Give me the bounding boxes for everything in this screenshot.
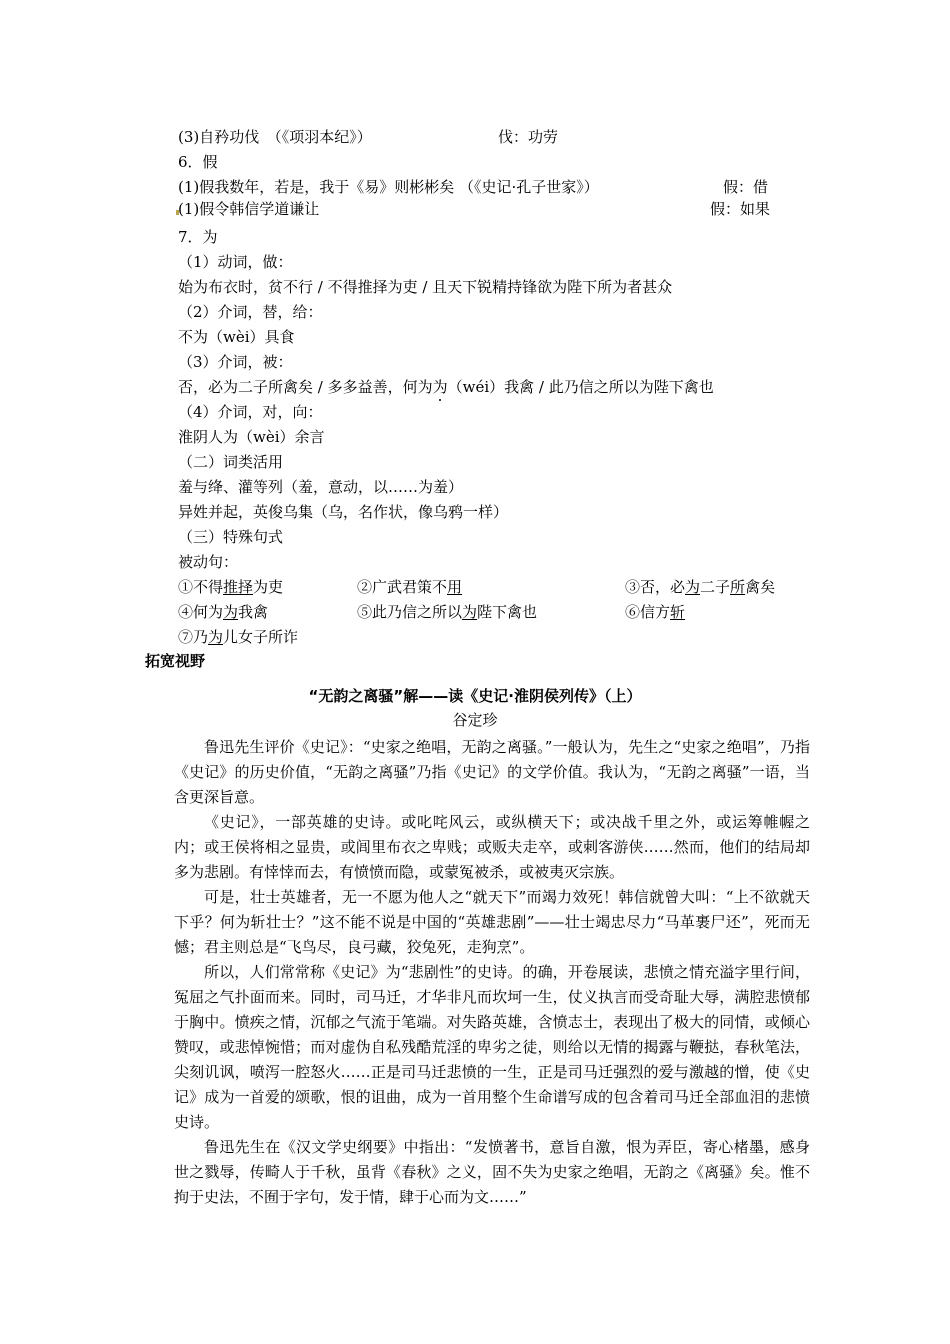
example-line: (1)假我数年，若是，我于《易》则彬彬矣 （《史记·孔子世家》） (178, 178, 599, 196)
paragraph: 所以，人们常常称《史记》为“悲剧性”的史诗。的确，开卷展读，悲愤之情充溢字里行间，冤屈之气扑面而来。同时，司马迁，才华非凡而坎坷一生，仗义执言而受奇耻大辱，满腔悲愤郁于胸中。愤疾之情，沉郁之气流于笔端。对失路英雄，含愤志士，表现出了极大的同情，或倾心赞叹，或悲悼惋惜；而对虚伪自私残酷荒淫的卑劣之徒，则给以无情的揭露与鞭挞，春秋笔法，尖刻讥讽，喷泻一腔怒火……正是司马迁悲愤的一生，正是司马迁强烈的爱与激越的憎，使《史记》成为一首爱的颂歌，恨的诅曲，成为一首用整个生命谱写成的包含着司马迁全部血泪的悲愤史诗。 (174, 963, 810, 1131)
paragraph: 可是，壮士英雄者，无一不愿为他人之“就天下”而竭力效死！韩信就曾大叫：“上不欲就天下乎？何为斩壮士？”这不能不说是中国的“英雄悲剧”——壮士竭忠尽力“马革裹尸还”，死而无憾；君主则总是“飞鸟尽，良弓藏，狡兔死，走狗烹”。 (174, 888, 810, 956)
example-line: 否，必为二子所禽矣 / 多多益善，何为为（wéi）我禽 / 此乃信之所以为陛下禽也 (178, 378, 714, 396)
paragraph: 鲁迅先生评价《史记》：“史家之绝唱，无韵之离骚。”一般认为，先生之“史家之绝唱”，乃指《史记》的历史价值，“无韵之离骚”乃指《史记》的文学价值。我认为，“无韵之离骚”一语，当含更深旨意。 (174, 738, 810, 806)
gloss: 假：如果 (710, 200, 771, 218)
passive-item: ⑤此乃信之所以为陛下禽也 (357, 603, 538, 621)
passive-item: ⑥信方斩 (625, 603, 686, 621)
passive-item: ④何为为我禽 (178, 603, 269, 621)
example-line: 异姓并起，英俊乌集（乌，名作状，像乌鸦一样） (178, 503, 509, 521)
example-line: 被动句： (178, 553, 239, 571)
article-author: 谷定珍 (452, 711, 498, 729)
example-line: (3)自矜功伐 （《项羽本纪》） (178, 128, 372, 146)
passive-item: ②广武君策不用 (357, 578, 463, 596)
article-body (174, 735, 810, 1210)
gloss: 伐：功劳 (498, 128, 559, 146)
gloss: 假：借 (723, 178, 769, 196)
subheading: （2）介词，替，给： (178, 303, 323, 321)
example-line: 始为布衣时，贫不行 / 不得推择为吏 / 且天下锐精持锋欲为陛下所为者甚众 (178, 278, 673, 296)
subheading: （1）动词，做： (178, 253, 293, 271)
article-title: “无韵之离骚”解——读《史记·淮阴侯列传》（上） (308, 687, 642, 705)
heading-wei: 7．为 (178, 228, 218, 246)
section-heading: 拓宽视野 (145, 652, 206, 670)
heading-jia: 6．假 (178, 153, 218, 171)
subheading: （4）介词，对，向： (178, 403, 323, 421)
example-line: (1)假令韩信学道谦让 (178, 200, 320, 218)
subheading: （3）介词，被： (178, 353, 293, 371)
passive-item: ①不得推择为吏 (178, 578, 284, 596)
example-line: 羞与绛、灌等列（羞，意动，以……为羞） (178, 478, 464, 496)
subheading: （三）特殊句式 (178, 528, 284, 546)
passive-item: ⑦乃为儿女子所诈 (178, 628, 299, 646)
subheading: （二）词类活用 (178, 453, 284, 471)
passive-item: ③否，必为二子所禽矣 (625, 578, 776, 596)
paragraph: 《史记》，一部英雄的史诗。或叱咤风云，或纵横天下；或决战千里之外，或运筹帷幄之内；或王侯将相之显贵，或闾里布衣之卑贱；或贩夫走卒，或刺客游侠……然而，他们的结局却多为悲剧。有悻悻而去，有愤愤而隐，或蒙冤被杀，或被夷灭宗族。 (174, 813, 810, 881)
example-line: 淮阴人为（wèi）余言 (178, 428, 325, 446)
paragraph: 鲁迅先生在《汉文学史纲要》中指出：“发愤著书，意旨自激，恨为弄臣，寄心楮墨，感身世之戮辱，传畸人于千秋，虽背《春秋》之义，固不失为史家之绝唱，无韵之《离骚》矣。惟不拘于史法，不囿于字句，发于情，肆于心而为文……” (174, 1138, 810, 1206)
example-line: 不为（wèi）具食 (178, 328, 295, 346)
